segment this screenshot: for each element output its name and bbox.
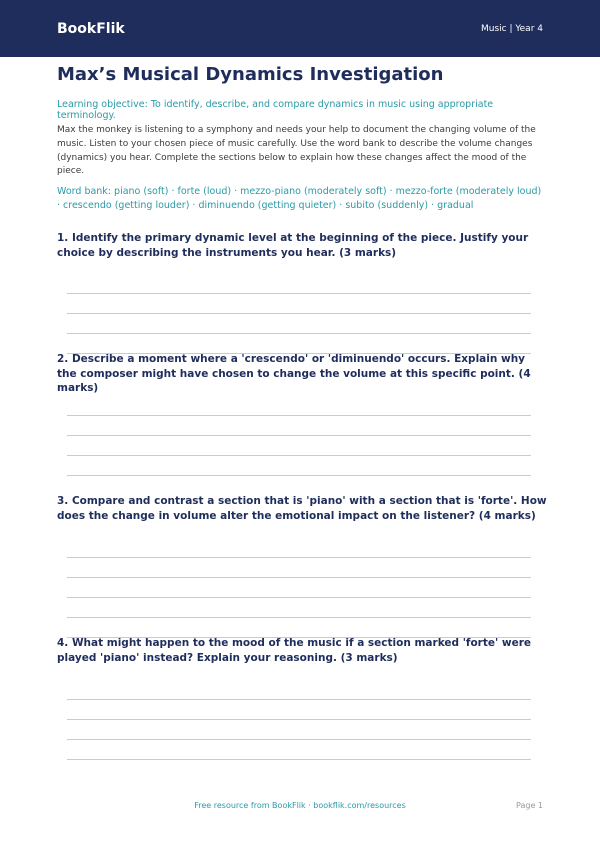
question-1: 1. Identify the primary dynamic level at the beginning of the piece. Justify your choice by describing the instruments you hear. (3 marks) <box>57 232 529 259</box>
word-bank: Word bank: piano (soft) · forte (loud) · mezzo-piano (moderately soft) · mezzo-forte (moderately loud) · crescendo (getting louder) · diminuendo (getting quieter) · subito (suddenly) · gradual <box>57 186 542 211</box>
answer-line[interactable] <box>67 557 531 558</box>
answer-line[interactable] <box>67 475 531 476</box>
answer-line[interactable] <box>67 577 531 578</box>
answer-line[interactable] <box>67 759 531 760</box>
question-4: 4. What might happen to the mood of the music if a section marked 'forte' were played 'piano' instead? Explain your reasoning. (3 marks) <box>57 637 531 664</box>
page-number: Page 1 <box>516 801 543 810</box>
answer-line[interactable] <box>67 333 531 334</box>
footer-source: Free resource from BookFlik · bookflik.com/resources <box>194 801 406 810</box>
answer-line[interactable] <box>67 699 531 700</box>
answer-line[interactable] <box>67 719 531 720</box>
answer-line[interactable] <box>67 597 531 598</box>
page-title: Max’s Musical Dynamics Investigation <box>57 64 444 85</box>
answer-line[interactable] <box>67 455 531 456</box>
page-header <box>0 0 600 57</box>
brand-logo-text: BookFlik <box>57 20 125 37</box>
answer-line[interactable] <box>67 739 531 740</box>
answer-line[interactable] <box>67 617 531 618</box>
learning-objective: Learning objective: To identify, describe, and compare dynamics in music using appropriate terminology. <box>57 99 494 121</box>
intro-paragraph: Max the monkey is listening to a symphony and needs your help to document the changing volume of the music. Listen to your chosen piece of music carefully. Use the word bank to describe the volume changes (dynamics) you hear. Complete the sections below to explain how these changes affect the mood of the piece. <box>57 125 536 177</box>
subject-year-label: Music | Year 4 <box>480 23 543 34</box>
answer-line[interactable] <box>67 435 531 436</box>
answer-line[interactable] <box>67 313 531 314</box>
answer-line[interactable] <box>67 293 531 294</box>
answer-line[interactable] <box>67 415 531 416</box>
question-3: 3. Compare and contrast a section that is 'piano' with a section that is 'forte'. How does the change in volume alter the emotional impact on the listener? (4 marks) <box>57 495 547 522</box>
question-2: 2. Describe a moment where a 'crescendo' or 'diminuendo' occurs. Explain why the composer might have chosen to change the volume at this specific point. (4 marks) <box>57 353 531 394</box>
